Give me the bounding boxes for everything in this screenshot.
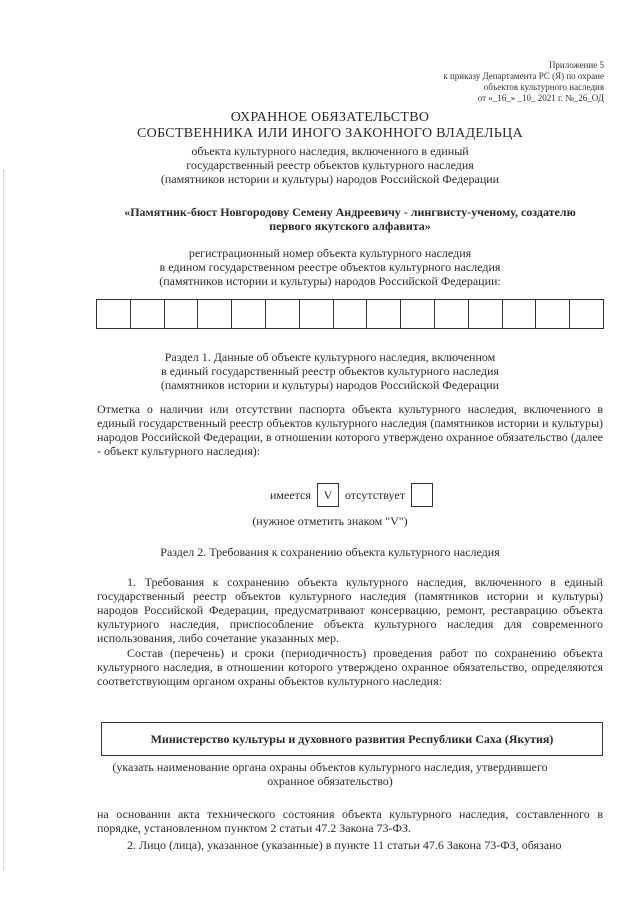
ministry-box [101, 722, 603, 756]
registration-cell[interactable] [232, 300, 266, 328]
passport-marking-row [270, 482, 439, 508]
passport-paragraph: Отметка о наличии или отсутствии паспорта объекта культурного наследия, включенного в единый государственный реестр объектов культурного наследия (памятников истории и культуры) народов Российской Федерации, в отношении которого утверждено охранное обязательство (далее - объект культурного наследия): [97, 402, 603, 458]
registration-cell[interactable] [97, 300, 131, 328]
object-name-line: первого якутского алфавита» [269, 219, 431, 233]
registration-cell[interactable] [131, 300, 165, 328]
requirements-paragraph: 1. Требования к сохранению объекта культурного наследия, включенного в единый государственный реестр объектов культурного наследия (памятников истории и культуры) народов Российской Федерации, предусматривают консервацию, ремонт, реставрацию объекта культурного наследия, приспособление объекта культурного наследия для современного использования, либо сочетание указанных мер. [97, 575, 603, 645]
appendix-line: объектов культурного наследия [483, 82, 604, 92]
basis-paragraph: на основании акта технического состояния объекта культурного наследия, составленного в порядке, установленном пунктом 2 статьи 47.2 Закона 73-ФЗ. [97, 807, 603, 835]
document-subtitle [70, 144, 590, 186]
registration-cell[interactable] [503, 300, 537, 328]
registration-cell[interactable] [300, 300, 334, 328]
registration-cell[interactable] [570, 300, 603, 328]
registration-cell[interactable] [165, 300, 199, 328]
document-title [70, 110, 590, 142]
registration-cell[interactable] [266, 300, 300, 328]
item2-paragraph: 2. Лицо (лица), указанное (указанные) в пункте 11 статьи 47.6 Закона 73-ФЗ, обязано [127, 838, 562, 852]
object-name [95, 205, 605, 233]
registration-cell[interactable] [536, 300, 570, 328]
ministry-note-line: охранное обязательство) [267, 774, 393, 788]
ministry-name: Министерство культуры и духовного развития Республики Саха (Якутия) [150, 731, 554, 746]
section1-heading [70, 350, 590, 392]
registration-line: (памятников истории и культуры) народов Российской Федерации: [159, 274, 501, 288]
registration-cell[interactable] [198, 300, 232, 328]
absent-checkbox[interactable] [411, 483, 433, 507]
subtitle-line: (памятников истории и культуры) народов Российской Федерации [160, 172, 500, 186]
registration-line: в едином государственном реестре объектов культурного наследия [159, 260, 501, 274]
section2-heading: Раздел 2. Требования к сохранению объекта культурного наследия [160, 545, 500, 559]
margin-dots [3, 170, 6, 870]
has-label: имеется [270, 487, 311, 502]
subtitle-line: объекта культурного наследия, включенного в единый [191, 144, 469, 158]
appendix-line: к приказу Департамента РС (Я) по охране [443, 71, 604, 81]
absent-label: отсутствует [344, 487, 405, 502]
section1-line: Раздел 1. Данные об объекте культурного наследия, включенном [164, 350, 496, 364]
registration-number-grid [96, 299, 604, 329]
subtitle-line: государственный реестр объектов культурного наследия [186, 158, 474, 172]
registration-cell[interactable] [401, 300, 435, 328]
title-line: СОБСТВЕННИКА ИЛИ ИНОГО ЗАКОННОГО ВЛАДЕЛЬЦА [137, 126, 523, 141]
ministry-note-line: (указать наименование органа охраны объектов культурного наследия, утвердившего [112, 760, 548, 774]
object-name-line: «Памятник-бюст Новгородову Семену Андреевичу - лингвисту-ученому, создателю [124, 205, 576, 219]
ministry-note [70, 760, 590, 788]
appendix-line: Приложение 5 [548, 60, 604, 70]
registration-cell[interactable] [367, 300, 401, 328]
registration-cell[interactable] [334, 300, 368, 328]
has-checkbox[interactable]: V [317, 483, 339, 507]
appendix-line: от «_16_» _10_ 2021 г. №_26_ОД [477, 93, 604, 103]
section1-line: в единый государственный реестр объектов культурного наследия [161, 364, 499, 378]
title-line: ОХРАННОЕ ОБЯЗАТЕЛЬСТВО [230, 110, 430, 125]
registration-cell[interactable] [435, 300, 469, 328]
registration-caption [70, 246, 590, 288]
registration-line: регистрационный номер объекта культурного наследия [188, 246, 472, 260]
marking-note: (нужное отметить знаком "V") [252, 514, 408, 528]
appendix-block [384, 60, 604, 104]
registration-cell[interactable] [469, 300, 503, 328]
section1-line: (памятников истории и культуры) народов Российской Федерации [160, 378, 500, 392]
composition-paragraph: Состав (перечень) и сроки (периодичность) проведения работ по сохранению объекта культурного наследия, в отношении которого утверждено охранное обязательство, определяются соответствующим органом охраны объектов культурного наследия: [97, 646, 603, 688]
